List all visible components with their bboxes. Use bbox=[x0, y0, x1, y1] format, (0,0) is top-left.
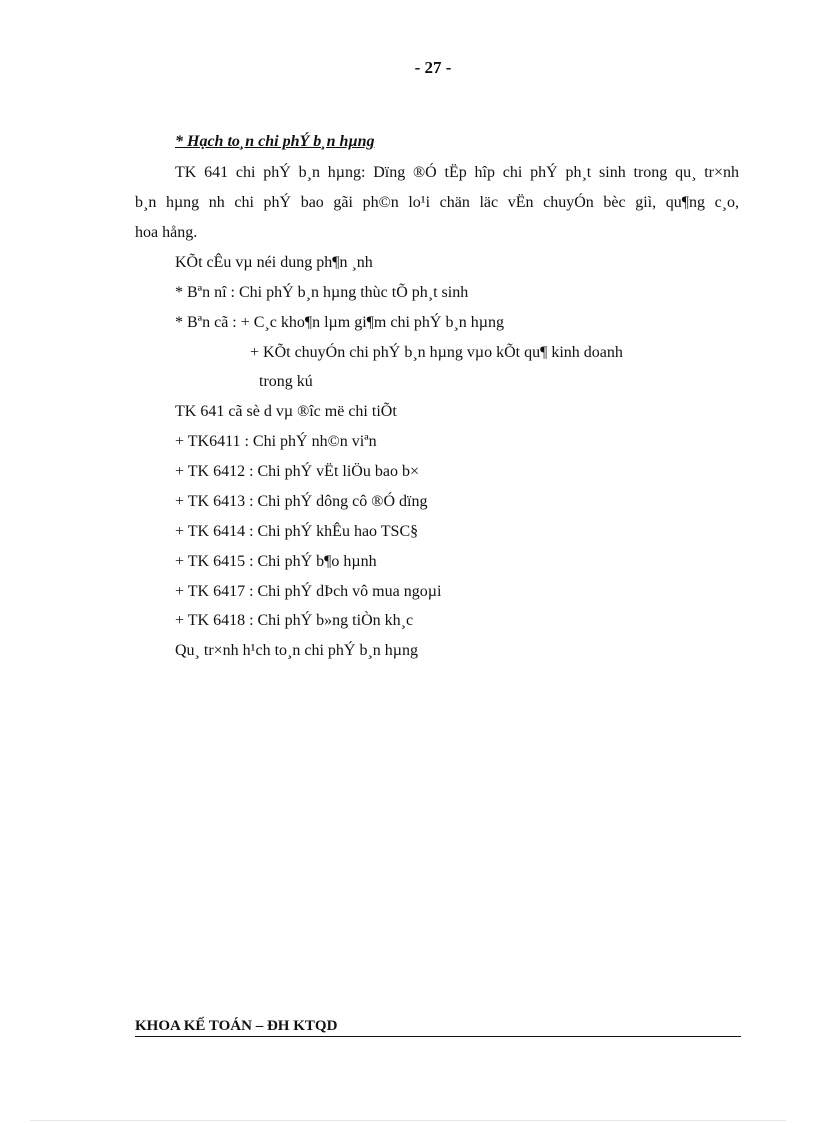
account-item: + TK 6417 : Chi phÝ dÞch vô mua ngoµi bbox=[175, 583, 442, 600]
paragraph-line: b¸n hµng nh chi phÝ bao gãi ph©n lo¹i chän läc vËn chuyÓn bèc giì, qu¶ng c¸o, bbox=[135, 194, 739, 211]
account-item: + TK 6413 : Chi phÝ dông cô ®Ó dïng bbox=[175, 493, 428, 510]
body-line: KÕt cÊu vµ néi dung ph¶n ¸nh bbox=[175, 254, 373, 271]
account-item: + TK 6415 : Chi phÝ b¶o hµnh bbox=[175, 553, 377, 570]
body-line: Qu¸ tr×nh h¹ch to¸n chi phÝ b¸n hµng bbox=[175, 642, 418, 659]
body-line: * Bªn nî : Chi phÝ b¸n hµng thùc tÕ ph¸t sinh bbox=[175, 284, 469, 301]
body-line: + KÕt chuyÓn chi phÝ b¸n hµng vµo kÕt qu¶ kinh doanh bbox=[250, 344, 623, 361]
footer-text: KHOA KẾ TOÁN – ĐH KTQD bbox=[135, 1018, 338, 1034]
account-item: + TK 6418 : Chi phÝ b»ng tiÒn kh¸c bbox=[175, 612, 414, 629]
page-edge-rule bbox=[30, 1120, 786, 1121]
paragraph-line: TK 641 chi phÝ b¸n hµng: Dïng ®Ó tËp hîp chi phÝ ph¸t sinh trong qu¸ tr×nh bbox=[175, 164, 739, 181]
body-line: trong kú bbox=[259, 373, 313, 390]
paragraph-line: hoa hång. bbox=[135, 224, 198, 241]
account-item: + TK6411 : Chi phÝ nh©n viªn bbox=[175, 433, 377, 450]
body-line: TK 641 cã sè d vµ ®îc më chi tiÕt bbox=[175, 403, 397, 420]
page-number: - 27 - bbox=[414, 58, 452, 77]
section-heading: * Hạch to¸n chi phÝ b¸n hµng bbox=[175, 133, 375, 150]
page-footer bbox=[135, 1017, 741, 1037]
account-item: + TK 6414 : Chi phÝ khÊu hao TSC§ bbox=[175, 523, 419, 540]
body-line: * Bªn cã : + C¸c kho¶n lµm gi¶m chi phÝ b¸n hµng bbox=[175, 314, 505, 331]
account-item: + TK 6412 : Chi phÝ vËt liÖu bao b× bbox=[175, 463, 419, 480]
